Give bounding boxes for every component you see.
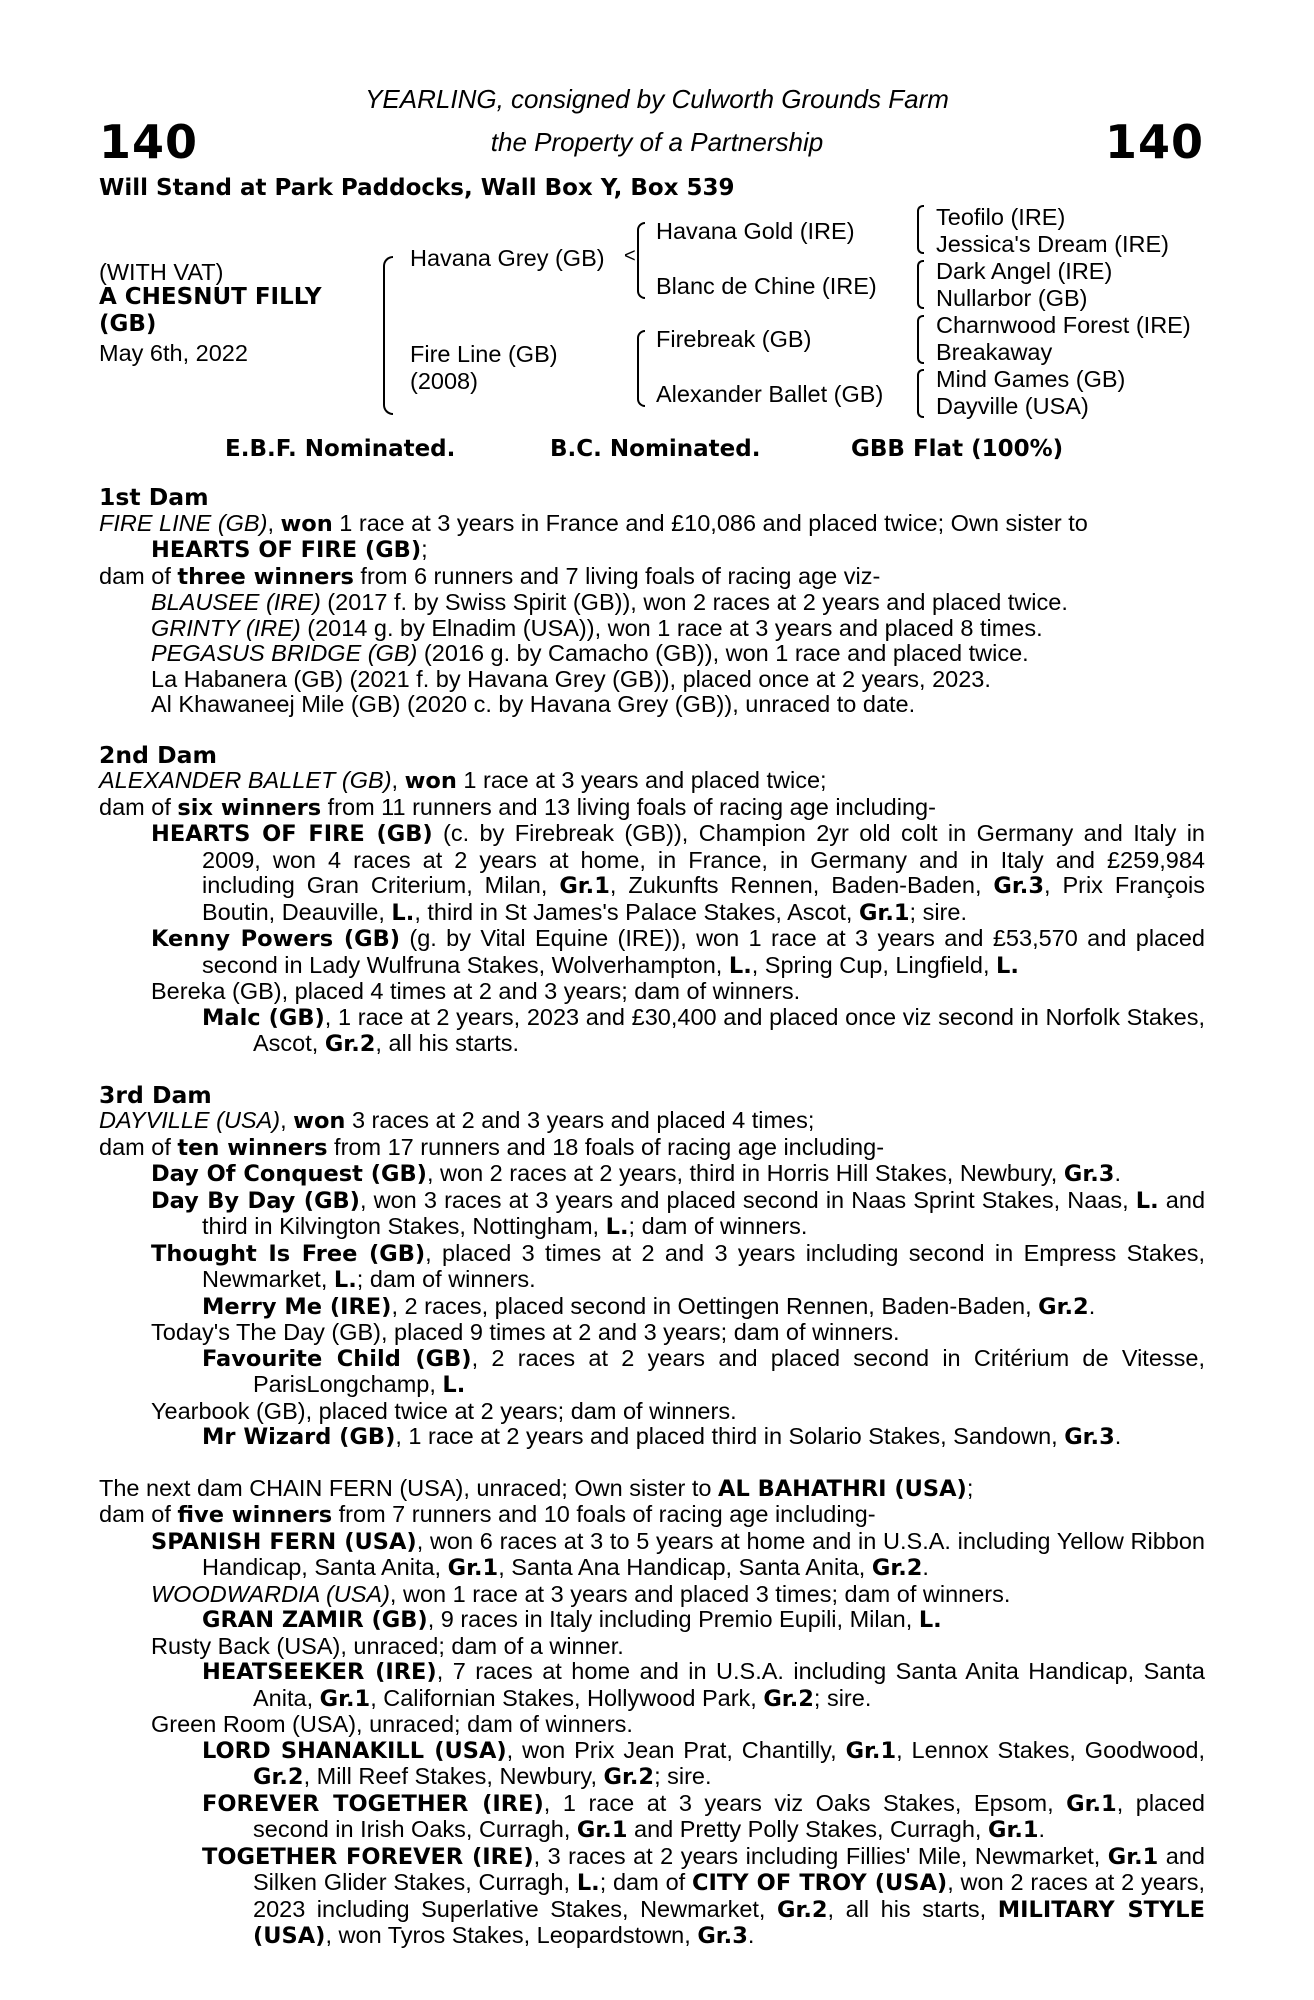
text-bold: won xyxy=(280,510,333,537)
text: ; xyxy=(421,536,428,562)
ebf-nominated: E.B.F. Nominated. xyxy=(225,436,456,462)
text: , all his starts, xyxy=(827,1895,998,1922)
second-dam-heading: 2nd Dam xyxy=(99,740,217,769)
first-dam-name: FIRE LINE (GB) xyxy=(99,509,268,536)
text: , 1 race at 2 years, 2023 and £30,400 and placed once viz second in Norfolk Stakes, Ascot, xyxy=(253,1003,1206,1056)
text: , Spring Cup, Lingfield, xyxy=(751,951,997,978)
granddam-line-2: Jessica's Dream (IRE) xyxy=(936,231,1169,257)
vat-note: (WITH VAT) xyxy=(99,259,224,285)
text: , third in St James's Palace Stakes, Ascot, xyxy=(414,898,859,925)
horse-name-bold: CITY OF TROY (USA) xyxy=(692,1870,948,1896)
text: , won 1 race at 3 years and placed 3 times; dam of winners. xyxy=(389,1580,1011,1607)
brace-point-sire: < xyxy=(624,245,636,267)
text: , Zukunfts Rennen, Baden-Baden, xyxy=(609,872,994,898)
text-bold: won xyxy=(404,768,457,794)
first-dam-line xyxy=(99,511,1205,538)
text: , won Prix Jean Prat, Chantilly, xyxy=(506,1736,846,1763)
produce-entry: Today's The Day (GB), placed 9 times at 2 and 3 years; dam of winners. xyxy=(151,1319,900,1345)
text: , won Tyros Stakes, Leopardstown, xyxy=(325,1922,698,1948)
next-dam-line xyxy=(99,1476,1205,1503)
grade-bold: Gr.2 xyxy=(776,1896,828,1923)
grade-bold: L. xyxy=(996,952,1019,979)
gbb-flat: GBB Flat (100%) xyxy=(851,436,1064,462)
produce-entry: Yearbook (GB), placed twice at 2 years; dam of winners. xyxy=(151,1397,737,1424)
horse-name-bold: Merry Me (IRE) xyxy=(202,1293,392,1320)
grade-bold: Gr.2 xyxy=(871,1555,923,1581)
horse-name-italic: BLAUSEE (IRE) xyxy=(151,589,321,615)
grade-bold: L. xyxy=(576,1870,600,1896)
grade-bold: Gr.3 xyxy=(697,1923,748,1949)
grade-bold: Gr.1 xyxy=(559,873,610,899)
text: , Lennox Stakes, Goodwood, xyxy=(896,1736,1205,1763)
produce-entry: Rusty Back (USA), unraced; dam of a winner. xyxy=(151,1632,624,1659)
text: from 17 runners and 18 foals of racing age including- xyxy=(327,1133,885,1160)
text: , Mill Reef Stakes, Newbury, xyxy=(303,1763,604,1789)
grade-bold: Gr.3 xyxy=(1063,1161,1115,1187)
grandproduce-entry xyxy=(99,1791,1205,1844)
pedigree-brace-dam xyxy=(637,330,645,407)
text: , xyxy=(280,1107,294,1133)
grandproduce-entry xyxy=(99,1607,1205,1634)
text: ; sire. xyxy=(813,1684,872,1711)
produce-entry xyxy=(99,590,1205,616)
third-dam-heading: 3rd Dam xyxy=(99,1080,212,1109)
dam-dam: Alexander Ballet (GB) xyxy=(656,381,884,407)
text: , won 2 races at 2 years, 2023 including Superlative Stakes, Newmarket, xyxy=(253,1869,1206,1922)
grandproduce-entry xyxy=(99,1294,1205,1321)
consignment-line: YEARLING, consigned by Culworth Grounds Farm xyxy=(365,84,949,114)
produce-entry xyxy=(99,926,1205,979)
text: . xyxy=(1114,1160,1121,1186)
pedigree-brace-g2 xyxy=(917,260,924,309)
horse-name-bold: TOGETHER FOREVER (IRE) xyxy=(202,1843,534,1870)
produce-entry xyxy=(99,821,1205,926)
text: (g. by Vital Equine (IRE)), won 1 race at 3 years and £53,570 and placed second in Lady Wulfruna Stakes, Wolverhampton, xyxy=(202,925,1205,978)
text: . xyxy=(922,1554,929,1580)
text: , 1 race at 3 years viz Oaks Stakes, Epsom, xyxy=(543,1789,1067,1816)
horse-name-bold: Favourite Child (GB) xyxy=(202,1345,472,1372)
horse-name-bold: Kenny Powers (GB) xyxy=(151,926,401,952)
horse-name-country: (GB) xyxy=(99,311,157,337)
pedigree-brace-sire xyxy=(637,222,645,299)
produce-entry xyxy=(99,1161,1205,1188)
text: 1 race at 3 years in France and £10,086 and placed twice; Own sister to xyxy=(332,509,1088,536)
text: , xyxy=(267,509,281,536)
text: , won 3 races at 3 years and placed second in Naas Sprint Stakes, Naas, xyxy=(359,1186,1136,1213)
horse-name-bold: Malc (GB) xyxy=(202,1004,325,1031)
third-dam-line xyxy=(99,1108,1205,1135)
text: (2017 f. by Swiss Spirit (GB)), won 2 races at 2 years and placed twice. xyxy=(320,589,1068,615)
horse-dob: May 6th, 2022 xyxy=(99,340,248,366)
first-dam-sister-line xyxy=(99,537,1205,564)
horse-name-italic: WOODWARDIA (USA) xyxy=(151,1580,390,1607)
next-dam-produce-summary xyxy=(99,1502,1205,1529)
horse-name-bold: Day By Day (GB) xyxy=(151,1187,360,1214)
text: 3 races at 2 and 3 years and placed 4 times; xyxy=(345,1107,815,1133)
stand-location: Will Stand at Park Paddocks, Wall Box Y, Box 539 xyxy=(99,175,735,201)
grandproduce-entry xyxy=(99,1005,1205,1058)
horse-name: A CHESNUT FILLY xyxy=(99,284,322,310)
horse-name-bold: Thought Is Free (GB) xyxy=(151,1240,426,1267)
grade-bold: Gr.1 xyxy=(987,1817,1039,1843)
grade-bold: Gr.1 xyxy=(319,1685,371,1712)
text: ; sire. xyxy=(909,898,967,925)
text: dam of xyxy=(99,562,178,589)
horse-name-bold: AL BAHATHRI (USA) xyxy=(718,1475,967,1502)
grandproduce-entry xyxy=(99,1659,1205,1712)
second-dam-line xyxy=(99,768,1205,795)
granddam-line-8: Dayville (USA) xyxy=(936,393,1089,419)
grade-bold: Gr.2 xyxy=(603,1764,655,1790)
horse-name-bold: Mr Wizard (GB) xyxy=(202,1424,396,1450)
text-bold: three winners xyxy=(177,563,354,590)
grade-bold: Gr.1 xyxy=(447,1555,499,1581)
grade-bold: Gr.1 xyxy=(1066,1790,1117,1817)
text: , 3 races at 2 years including Fillies' Mile, Newmarket, xyxy=(533,1842,1108,1869)
pedigree-brace-g4 xyxy=(917,369,924,418)
grandproduce-entry xyxy=(99,1424,1205,1451)
text-bold: ten winners xyxy=(177,1134,328,1161)
grandproduce-entry xyxy=(99,1844,1205,1950)
pedigree-brace-g3 xyxy=(917,315,924,364)
text: , placed 3 times at 2 and 3 years including second in Empress Stakes, Newmarket, xyxy=(202,1239,1205,1292)
sire: Havana Grey (GB) xyxy=(410,245,605,271)
text: from 7 runners and 10 foals of racing age including- xyxy=(332,1501,876,1527)
produce-entry: Al Khawaneej Mile (GB) (2020 c. by Havana Grey (GB)), unraced to date. xyxy=(151,691,916,717)
text: and Pretty Polly Stakes, Curragh, xyxy=(627,1816,988,1842)
text: , xyxy=(391,767,405,793)
text: and Silken Glider Stakes, Curragh, xyxy=(253,1842,1205,1895)
sire-dam: Blanc de Chine (IRE) xyxy=(656,273,877,299)
text: . xyxy=(1038,1816,1046,1842)
second-dam-produce-summary xyxy=(99,795,1205,822)
third-dam-produce-summary xyxy=(99,1135,1205,1162)
text: ; sire. xyxy=(654,1763,712,1789)
lot-number-left: 140 xyxy=(99,115,199,169)
horse-name-italic: PEGASUS BRIDGE (GB) xyxy=(151,640,418,666)
text: , 7 races at home and in U.S.A. including Santa Anita Handicap, Santa Anita, xyxy=(253,1658,1205,1711)
text: 1 race at 3 years and placed twice; xyxy=(456,767,827,793)
text: ; dam of winners. xyxy=(628,1213,808,1239)
horse-name-bold: GRAN ZAMIR (GB) xyxy=(202,1607,428,1633)
grade-bold: L. xyxy=(1135,1187,1159,1214)
horse-name-bold: HEARTS OF FIRE (GB) xyxy=(151,537,422,563)
text: , 2 races, placed second in Oettingen Rennen, Baden-Baden, xyxy=(391,1292,1039,1319)
grade-bold: L. xyxy=(728,952,752,979)
text: (2016 g. by Camacho (GB)), won 1 race and placed twice. xyxy=(417,640,1029,666)
text: from 11 runners and 13 living foals of racing age including- xyxy=(321,793,936,820)
text: (2014 g. by Elnadim (USA)), won 1 race at 3 years and placed 8 times. xyxy=(300,614,1043,641)
text: , placed second in Irish Oaks, Curragh, xyxy=(253,1789,1205,1842)
produce-entry: Bereka (GB), placed 4 times at 2 and 3 years; dam of winners. xyxy=(151,978,801,1004)
text: , Californian Stakes, Hollywood Park, xyxy=(370,1684,764,1711)
lot-number-right: 140 xyxy=(1104,115,1204,169)
grade-bold: Gr.1 xyxy=(858,899,910,926)
text: from 6 runners and 7 living foals of racing age viz- xyxy=(353,562,881,589)
horse-name-bold: HEARTS OF FIRE (GB) xyxy=(151,821,433,847)
granddam-line-4: Nullarbor (GB) xyxy=(936,285,1088,311)
text: . xyxy=(747,1922,755,1948)
grade-bold: Gr.2 xyxy=(253,1764,304,1790)
text: dam of xyxy=(99,1501,178,1527)
dam-year: (2008) xyxy=(410,368,478,394)
horse-name-bold: LORD SHANAKILL (USA) xyxy=(202,1737,507,1764)
grade-bold: L. xyxy=(333,1267,357,1293)
text-bold: five winners xyxy=(177,1502,333,1528)
pedigree-brace-g1 xyxy=(917,205,924,254)
grandproduce-entry xyxy=(99,1738,1205,1791)
text: , won 6 races at 3 to 5 years at home and in U.S.A. including Yellow Ribbon Handicap, Santa Anita, xyxy=(202,1527,1205,1580)
grandproduce-entry xyxy=(99,1346,1205,1399)
text-bold: six winners xyxy=(177,794,322,821)
produce-entry xyxy=(99,1582,1205,1608)
grade-bold: Gr.1 xyxy=(845,1737,897,1764)
grade-bold: L. xyxy=(442,1372,466,1398)
produce-entry: Green Room (USA), unraced; dam of winners. xyxy=(151,1711,633,1737)
granddam-line-1: Teofilo (IRE) xyxy=(936,204,1066,230)
grade-bold: L. xyxy=(605,1214,629,1240)
text: , all his starts. xyxy=(375,1030,520,1056)
text: . xyxy=(1114,1423,1122,1449)
produce-entry: La Habanera (GB) (2021 f. by Havana Grey (GB)), placed once at 2 years, 2023. xyxy=(151,665,991,692)
text: The next dam CHAIN FERN (USA), unraced; Own sister to xyxy=(99,1474,719,1501)
horse-name-italic: ALEXANDER BALLET (GB) xyxy=(99,767,392,793)
text: ; xyxy=(966,1474,974,1501)
sire-sire: Havana Gold (IRE) xyxy=(656,218,855,244)
horse-name-italic: GRINTY (IRE) xyxy=(151,614,301,641)
horse-name-italic: DAYVILLE (USA) xyxy=(99,1107,281,1133)
first-dam-produce-summary xyxy=(99,564,1205,591)
produce-entry xyxy=(99,641,1205,667)
dam: Fire Line (GB) xyxy=(410,341,558,367)
horse-name-bold: MILITARY STYLE (USA) xyxy=(253,1896,1205,1949)
pedigree-brace-main xyxy=(383,256,393,415)
dam-sire: Firebreak (GB) xyxy=(656,326,812,352)
text: . xyxy=(1088,1292,1096,1319)
text-bold: won xyxy=(293,1108,346,1134)
text: , Prix François Boutin, Deauville, xyxy=(202,872,1205,925)
horse-name-bold: SPANISH FERN (USA) xyxy=(151,1528,417,1555)
text: , Santa Ana Handicap, Santa Anita, xyxy=(498,1554,872,1580)
horse-name-bold: FOREVER TOGETHER (IRE) xyxy=(202,1790,544,1817)
horse-name-bold: HEATSEEKER (IRE) xyxy=(202,1659,437,1685)
first-dam-heading: 1st Dam xyxy=(99,483,209,511)
grade-bold: Gr.1 xyxy=(576,1817,628,1843)
granddam-line-6: Breakaway xyxy=(936,339,1053,365)
produce-entry xyxy=(99,1188,1205,1241)
text: dam of xyxy=(99,793,178,820)
text: , 9 races in Italy including Premio Eupili, Milan, xyxy=(427,1606,919,1632)
granddam-line-5: Charnwood Forest (IRE) xyxy=(936,312,1191,338)
dam-details xyxy=(99,485,1205,1950)
text: ; dam of xyxy=(599,1869,693,1895)
granddam-line-7: Mind Games (GB) xyxy=(936,366,1126,392)
produce-entry xyxy=(99,616,1205,642)
grade-bold: Gr.2 xyxy=(324,1031,376,1057)
text: (c. by Firebreak (GB)), Champion 2yr old colt in Germany and Italy in 2009, won 4 races at 2 years at home, in France, in Germany and in Italy and £259,984 including Gran Criterium, Milan, xyxy=(202,820,1205,898)
granddam-line-3: Dark Angel (IRE) xyxy=(936,258,1113,284)
grade-bold: Gr.3 xyxy=(993,873,1044,899)
grade-bold: Gr.3 xyxy=(1064,1424,1115,1450)
grade-bold: Gr.2 xyxy=(763,1685,814,1712)
grade-bold: L. xyxy=(391,899,415,926)
text: , 2 races at 2 years and placed second in Critérium de Vitesse, ParisLongchamp, xyxy=(253,1344,1205,1397)
property-line: the Property of a Partnership xyxy=(490,127,824,157)
grade-bold: Gr.1 xyxy=(1107,1843,1159,1870)
text: and third in Kilvington Stakes, Nottingham, xyxy=(202,1186,1206,1239)
produce-entry xyxy=(99,1241,1205,1294)
horse-name-bold: Day Of Conquest (GB) xyxy=(151,1161,427,1187)
grade-bold: Gr.2 xyxy=(1038,1293,1089,1320)
text: ; dam of winners. xyxy=(356,1266,536,1292)
grade-bold: L. xyxy=(918,1607,942,1633)
text: dam of xyxy=(99,1133,178,1160)
text: , won 2 races at 2 years, third in Horris Hill Stakes, Newbury, xyxy=(426,1160,1064,1186)
bc-nominated: B.C. Nominated. xyxy=(550,436,761,462)
text: , 1 race at 2 years and placed third in Solario Stakes, Sandown, xyxy=(395,1423,1065,1449)
produce-entry xyxy=(99,1529,1205,1582)
